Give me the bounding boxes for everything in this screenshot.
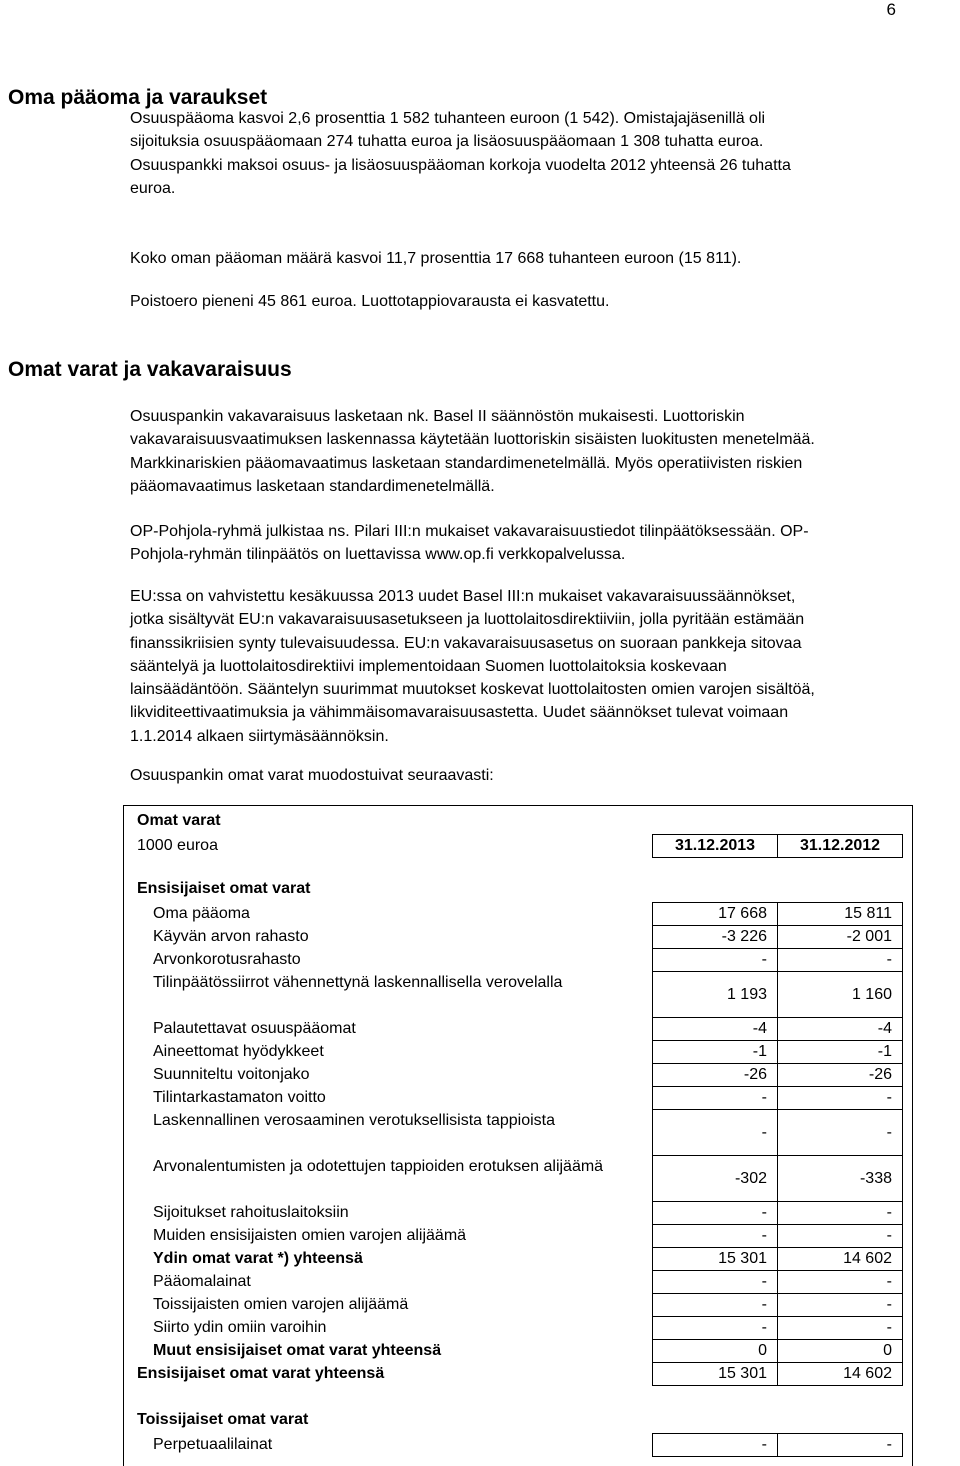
row-label: Toissijaisten omien varojen alijäämä: [153, 1296, 409, 1313]
value-2013: -26: [652, 1063, 778, 1087]
value-2013: 17 668: [652, 902, 778, 926]
value-2012: -1: [777, 1040, 903, 1064]
value-2012: 0: [777, 1339, 903, 1363]
text-line: 1.1.2014 alkaen siirtymäsäännöksin.: [130, 727, 389, 745]
table-row: [124, 1316, 912, 1340]
table-row: [124, 1224, 912, 1248]
value-2013: -: [652, 1433, 778, 1457]
table-row: [124, 1063, 912, 1087]
table-row: [124, 1270, 912, 1294]
text-line: Osuuspankin omat varat muodostuivat seuraavasti:: [130, 767, 494, 784]
text-line: EU:ssa on vahvistettu kesäkuussa 2013 uudet Basel III:n mukaiset vakavaraisuussäännökset,: [130, 588, 796, 605]
table-row: [124, 948, 912, 972]
value-2013: -1: [652, 1040, 778, 1064]
row-label: Siirto ydin omiin varoihin: [153, 1319, 327, 1336]
value-2012: 1 160: [777, 971, 903, 1018]
value-2012: 15 811: [777, 902, 903, 926]
paragraph-basel-ii: [130, 405, 960, 498]
value-2013: -: [652, 1086, 778, 1110]
row-label: Tilintarkastamaton voitto: [153, 1089, 326, 1106]
text-line: Poistoero pieneni 45 861 euroa. Luottotappiovarausta ei kasvatettu.: [130, 293, 610, 310]
text-line: OP-Pohjola-ryhmä julkistaa ns. Pilari III:n mukaiset vakavaraisuustiedot tilinpäätöksessään. OP-: [130, 523, 809, 540]
value-2012: -: [777, 1086, 903, 1110]
text-line: sijoituksia osuuspääomaan 274 tuhatta euroa ja lisäosuuspääomaan 1 308 tuhatta euroa.: [130, 133, 764, 151]
row-label: Palautettavat osuuspääomat: [153, 1020, 356, 1037]
value-2013: -: [652, 1316, 778, 1340]
row-label: Oma pääoma: [153, 905, 250, 922]
value-2013: -: [652, 1270, 778, 1294]
value-2012: -: [777, 948, 903, 972]
table-row: [124, 1017, 912, 1041]
table-row: [124, 1155, 912, 1202]
text-line: Koko oman pääoman määrä kasvoi 11,7 prosenttia 17 668 tuhanteen euroon (15 811).: [130, 250, 742, 267]
row-label: Ydin omat varat *) yhteensä: [153, 1250, 363, 1267]
table-row-total: [124, 1362, 912, 1386]
table-row-subtotal: [124, 1339, 912, 1363]
value-2012: -: [777, 1201, 903, 1225]
table-row: [124, 971, 912, 1018]
table-row: [124, 902, 912, 926]
row-label: Muiden ensisijaisten omien varojen alijäämä: [153, 1227, 467, 1244]
table-row: [124, 1201, 912, 1225]
value-2013: -: [652, 1293, 778, 1317]
value-2012: -4: [777, 1017, 903, 1041]
text-line: lainsäädäntöön. Sääntelyn suurimmat muutokset koskevat luottolaitosten omien varojen sisältöä,: [130, 681, 815, 699]
text-line: sääntelyä ja luottolaitosdirektiivi implementoidaan Suomen luottolaitoksia koskevaan: [130, 657, 727, 675]
table-header-row: [124, 834, 912, 858]
row-label: Tilinpäätössiirrot vähennettynä laskennallisella verovelalla: [153, 974, 563, 991]
value-2012: -2 001: [777, 925, 903, 949]
text-line: Osuuspankin vakavaraisuus lasketaan nk. Basel II säännöstön mukaisesti. Luottoriskin: [130, 408, 745, 425]
section-heading-own-equity: Oma pääoma ja varaukset: [8, 86, 268, 109]
value-2012: 14 602: [777, 1362, 903, 1386]
value-2013: -4: [652, 1017, 778, 1041]
value-2013: -: [652, 1224, 778, 1248]
table-section-primary: [124, 878, 912, 900]
table-title: Omat varat: [137, 812, 221, 829]
table-row: [124, 1086, 912, 1110]
section-heading-capital-adequacy: Omat varat ja vakavaraisuus: [8, 358, 292, 381]
paragraph-basel-iii: [130, 585, 960, 748]
text-line: Markkinariskien pääomavaatimus lasketaan standardimenetelmällä. Myös operatiivisten riskien: [130, 454, 803, 472]
value-2012: -: [777, 1224, 903, 1248]
value-2012: 14 602: [777, 1247, 903, 1271]
value-2013: 15 301: [652, 1362, 778, 1386]
text-line: finanssikriisien synty tulevaisuudessa. EU:n vakavaraisuusasetus on suoraan pankkeja sitovaa: [130, 634, 802, 652]
paragraph-total-equity: [130, 247, 960, 270]
value-2013: -3 226: [652, 925, 778, 949]
table-row: [124, 1433, 912, 1457]
table-title-row: [124, 810, 912, 832]
paragraph-pillar-iii: [130, 520, 960, 567]
text-line: euroa.: [130, 179, 176, 197]
value-2013: -: [652, 1201, 778, 1225]
section-label: Toissijaiset omat varat: [137, 1411, 309, 1428]
value-2012: -: [777, 1270, 903, 1294]
value-2013: 0: [652, 1339, 778, 1363]
value-2012: -: [777, 1433, 903, 1457]
table-unit: 1000 euroa: [137, 837, 218, 854]
table-row: [124, 1293, 912, 1317]
row-label: Perpetuaalilainat: [153, 1436, 273, 1453]
row-label: Suunniteltu voitonjako: [153, 1066, 310, 1083]
text-line: likviditeettivaatimuksia ja vähimmäisomavaraisuusastetta. Uudet säännökset tulevat voimaan: [130, 704, 789, 722]
value-2013: -302: [652, 1155, 778, 1202]
text-line: Osuuspankki maksoi osuus- ja lisäosuuspääoman korkoja vuodelta 2012 yhteensä 26 tuhatta: [130, 156, 791, 174]
table-row: [124, 1109, 912, 1156]
page-number: 6: [886, 0, 896, 19]
value-2013: -: [652, 1109, 778, 1156]
column-header-2012: 31.12.2012: [777, 834, 903, 858]
value-2013: 15 301: [652, 1247, 778, 1271]
table-row: [124, 1040, 912, 1064]
value-2012: -26: [777, 1063, 903, 1087]
text-line: pääomavaatimus lasketaan standardimenetelmällä.: [130, 477, 495, 495]
text-line: jotka sisältyvät EU:n vakavaraisuusasetukseen ja luottolaitosdirektiiviin, jolla pyritään estämään: [130, 611, 805, 629]
value-2013: -: [652, 948, 778, 972]
value-2012: -: [777, 1293, 903, 1317]
text-line: Pohjola-ryhmän tilinpäätös on luettavissa www.op.fi verkkopalvelussa.: [130, 546, 626, 564]
row-label: Arvonkorotusrahasto: [153, 951, 301, 968]
row-label: Aineettomat hyödykkeet: [153, 1043, 324, 1060]
table-row: [124, 925, 912, 949]
value-2012: -: [777, 1316, 903, 1340]
text-line: Osuuspääoma kasvoi 2,6 prosenttia 1 582 tuhanteen euroon (1 542). Omistajajäsenillä oli: [130, 110, 766, 127]
value-2012: -338: [777, 1155, 903, 1202]
column-header-2013: 31.12.2013: [652, 834, 778, 858]
row-label: Muut ensisijaiset omat varat yhteensä: [153, 1342, 442, 1359]
paragraph-cooperative-capital: [130, 107, 960, 200]
value-2013: 1 193: [652, 971, 778, 1018]
paragraph-table-intro: [130, 764, 960, 787]
row-label: Pääomalainat: [153, 1273, 251, 1290]
table-row-subtotal: [124, 1247, 912, 1271]
row-label: Sijoitukset rahoituslaitoksiin: [153, 1204, 349, 1221]
row-label: Arvonalentumisten ja odotettujen tappioiden erotuksen alijäämä: [153, 1158, 604, 1175]
row-label: Ensisijaiset omat varat yhteensä: [137, 1365, 385, 1382]
row-label: Käyvän arvon rahasto: [153, 928, 309, 945]
paragraph-depreciation: [130, 290, 960, 313]
row-label: Laskennallinen verosaaminen verotuksellisista tappioista: [153, 1112, 556, 1129]
text-line: vakavaraisuusvaatimuksen laskennassa käytetään luottoriskin sisäisten luokitusten menetelmää.: [130, 431, 815, 449]
value-2012: -: [777, 1109, 903, 1156]
table-section-secondary: [124, 1409, 912, 1431]
own-funds-table: [123, 805, 913, 1466]
section-label: Ensisijaiset omat varat: [137, 880, 311, 897]
